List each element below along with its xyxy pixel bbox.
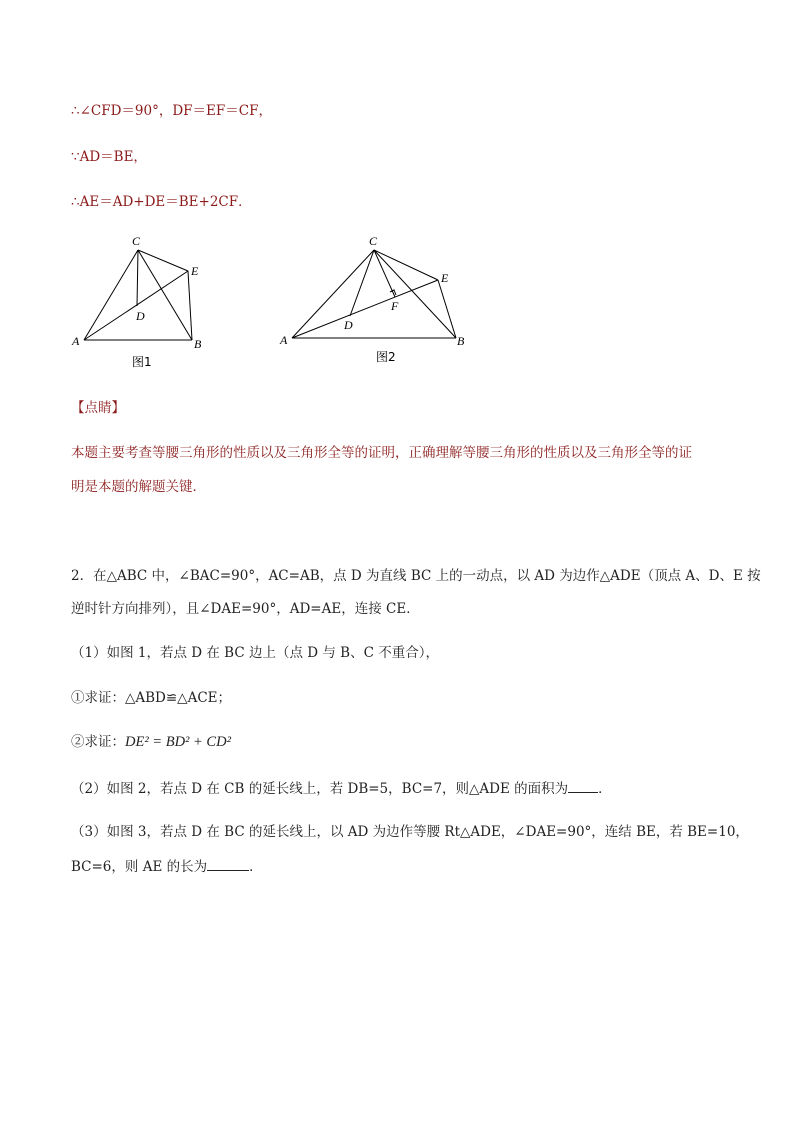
problem2-part3-cont	[71, 856, 263, 876]
solution-line-3: ∴AE＝AD+DE＝BE+2CF．	[71, 194, 252, 210]
fig2-label-E: E	[441, 271, 449, 285]
problem2-part3-text: BC=6，则 AE 的长为	[71, 859, 208, 875]
answer-blank-2[interactable]	[568, 778, 598, 793]
problem2-part1-ii-prefix: ②求证：	[71, 734, 125, 750]
problem2-part2-end: ．	[598, 781, 612, 797]
fig1-segment-CD	[137, 250, 138, 306]
fig1-label-A: A	[72, 334, 80, 348]
problem2-line-2: 逆时针方向排列），且∠DAE=90°，AD=AE，连接 CE．	[71, 601, 420, 617]
fig2-segment-CF	[374, 250, 395, 297]
fig2-segment-CB	[374, 250, 456, 338]
figure-2	[270, 228, 480, 368]
problem2-part2	[71, 778, 612, 798]
fig2-label-D: D	[344, 318, 353, 332]
fig2-label-F: F	[391, 299, 399, 313]
fig1-segment-AC	[84, 250, 138, 340]
fig1-segment-CB	[138, 250, 192, 340]
fig1-segment-CE	[138, 250, 188, 271]
fig2-caption: 图2	[376, 350, 396, 364]
fig1-segment-EB	[188, 271, 192, 340]
problem2-part1: （1）如图 1，若点 D 在 BC 边上（点 D 与 B、C 不重合），	[71, 645, 439, 661]
fig2-segment-CD	[350, 250, 374, 316]
fig1-label-B: B	[194, 337, 202, 351]
problem2-part1-i: ①求证：△ABD≌△ACE；	[71, 690, 232, 706]
problem2-formula: DE² = BD² + CD²	[125, 734, 231, 750]
fig2-segment-AE	[292, 280, 438, 338]
fig2-label-C: C	[369, 234, 378, 248]
fig2-segment-EB	[438, 280, 456, 338]
fig1-label-C: C	[132, 234, 141, 248]
fig1-segment-AE	[84, 271, 188, 340]
problem2-line-1: 2．在△ABC 中，∠BAC=90°，AC=AB，点 D 为直线 BC 上的一动点，以 AD 为边作△ADE（顶点 A、D、E 按	[71, 568, 761, 584]
fig1-label-D: D	[136, 309, 145, 323]
problem2-part3-end: ．	[249, 859, 263, 875]
solution-line-1: ∴∠CFD＝90°，DF＝EF＝CF，	[71, 103, 272, 119]
problem2-part3: （3）如图 3，若点 D 在 BC 的延长线上，以 AD 为边作等腰 Rt△ADE，∠DAE=90°，连结 BE，若 BE=10，	[71, 824, 749, 840]
fig1-caption: 图1	[132, 355, 152, 369]
solution-line-2: ∵AD＝BE，	[71, 149, 147, 165]
fig2-label-A: A	[280, 333, 288, 347]
fig1-label-E: E	[191, 264, 199, 278]
answer-blank-3[interactable]	[207, 856, 249, 871]
fig2-label-B: B	[457, 334, 465, 348]
figure-1	[60, 228, 230, 373]
dianjing-heading: 【点睛】	[71, 400, 125, 416]
dianjing-line-1: 本题主要考查等腰三角形的性质以及三角形全等的证明，正确理解等腰三角形的性质以及三角形全等的证	[71, 445, 692, 461]
problem2-part2-text: （2）如图 2，若点 D 在 CB 的延长线上，若 DB=5，BC=7，则△ADE 的面积为	[71, 781, 569, 797]
fig2-segment-AC	[292, 250, 374, 338]
dianjing-line-2: 明是本题的解题关键．	[71, 479, 206, 495]
fig2-segment-CE	[374, 250, 438, 280]
problem2-part1-ii	[71, 733, 231, 751]
